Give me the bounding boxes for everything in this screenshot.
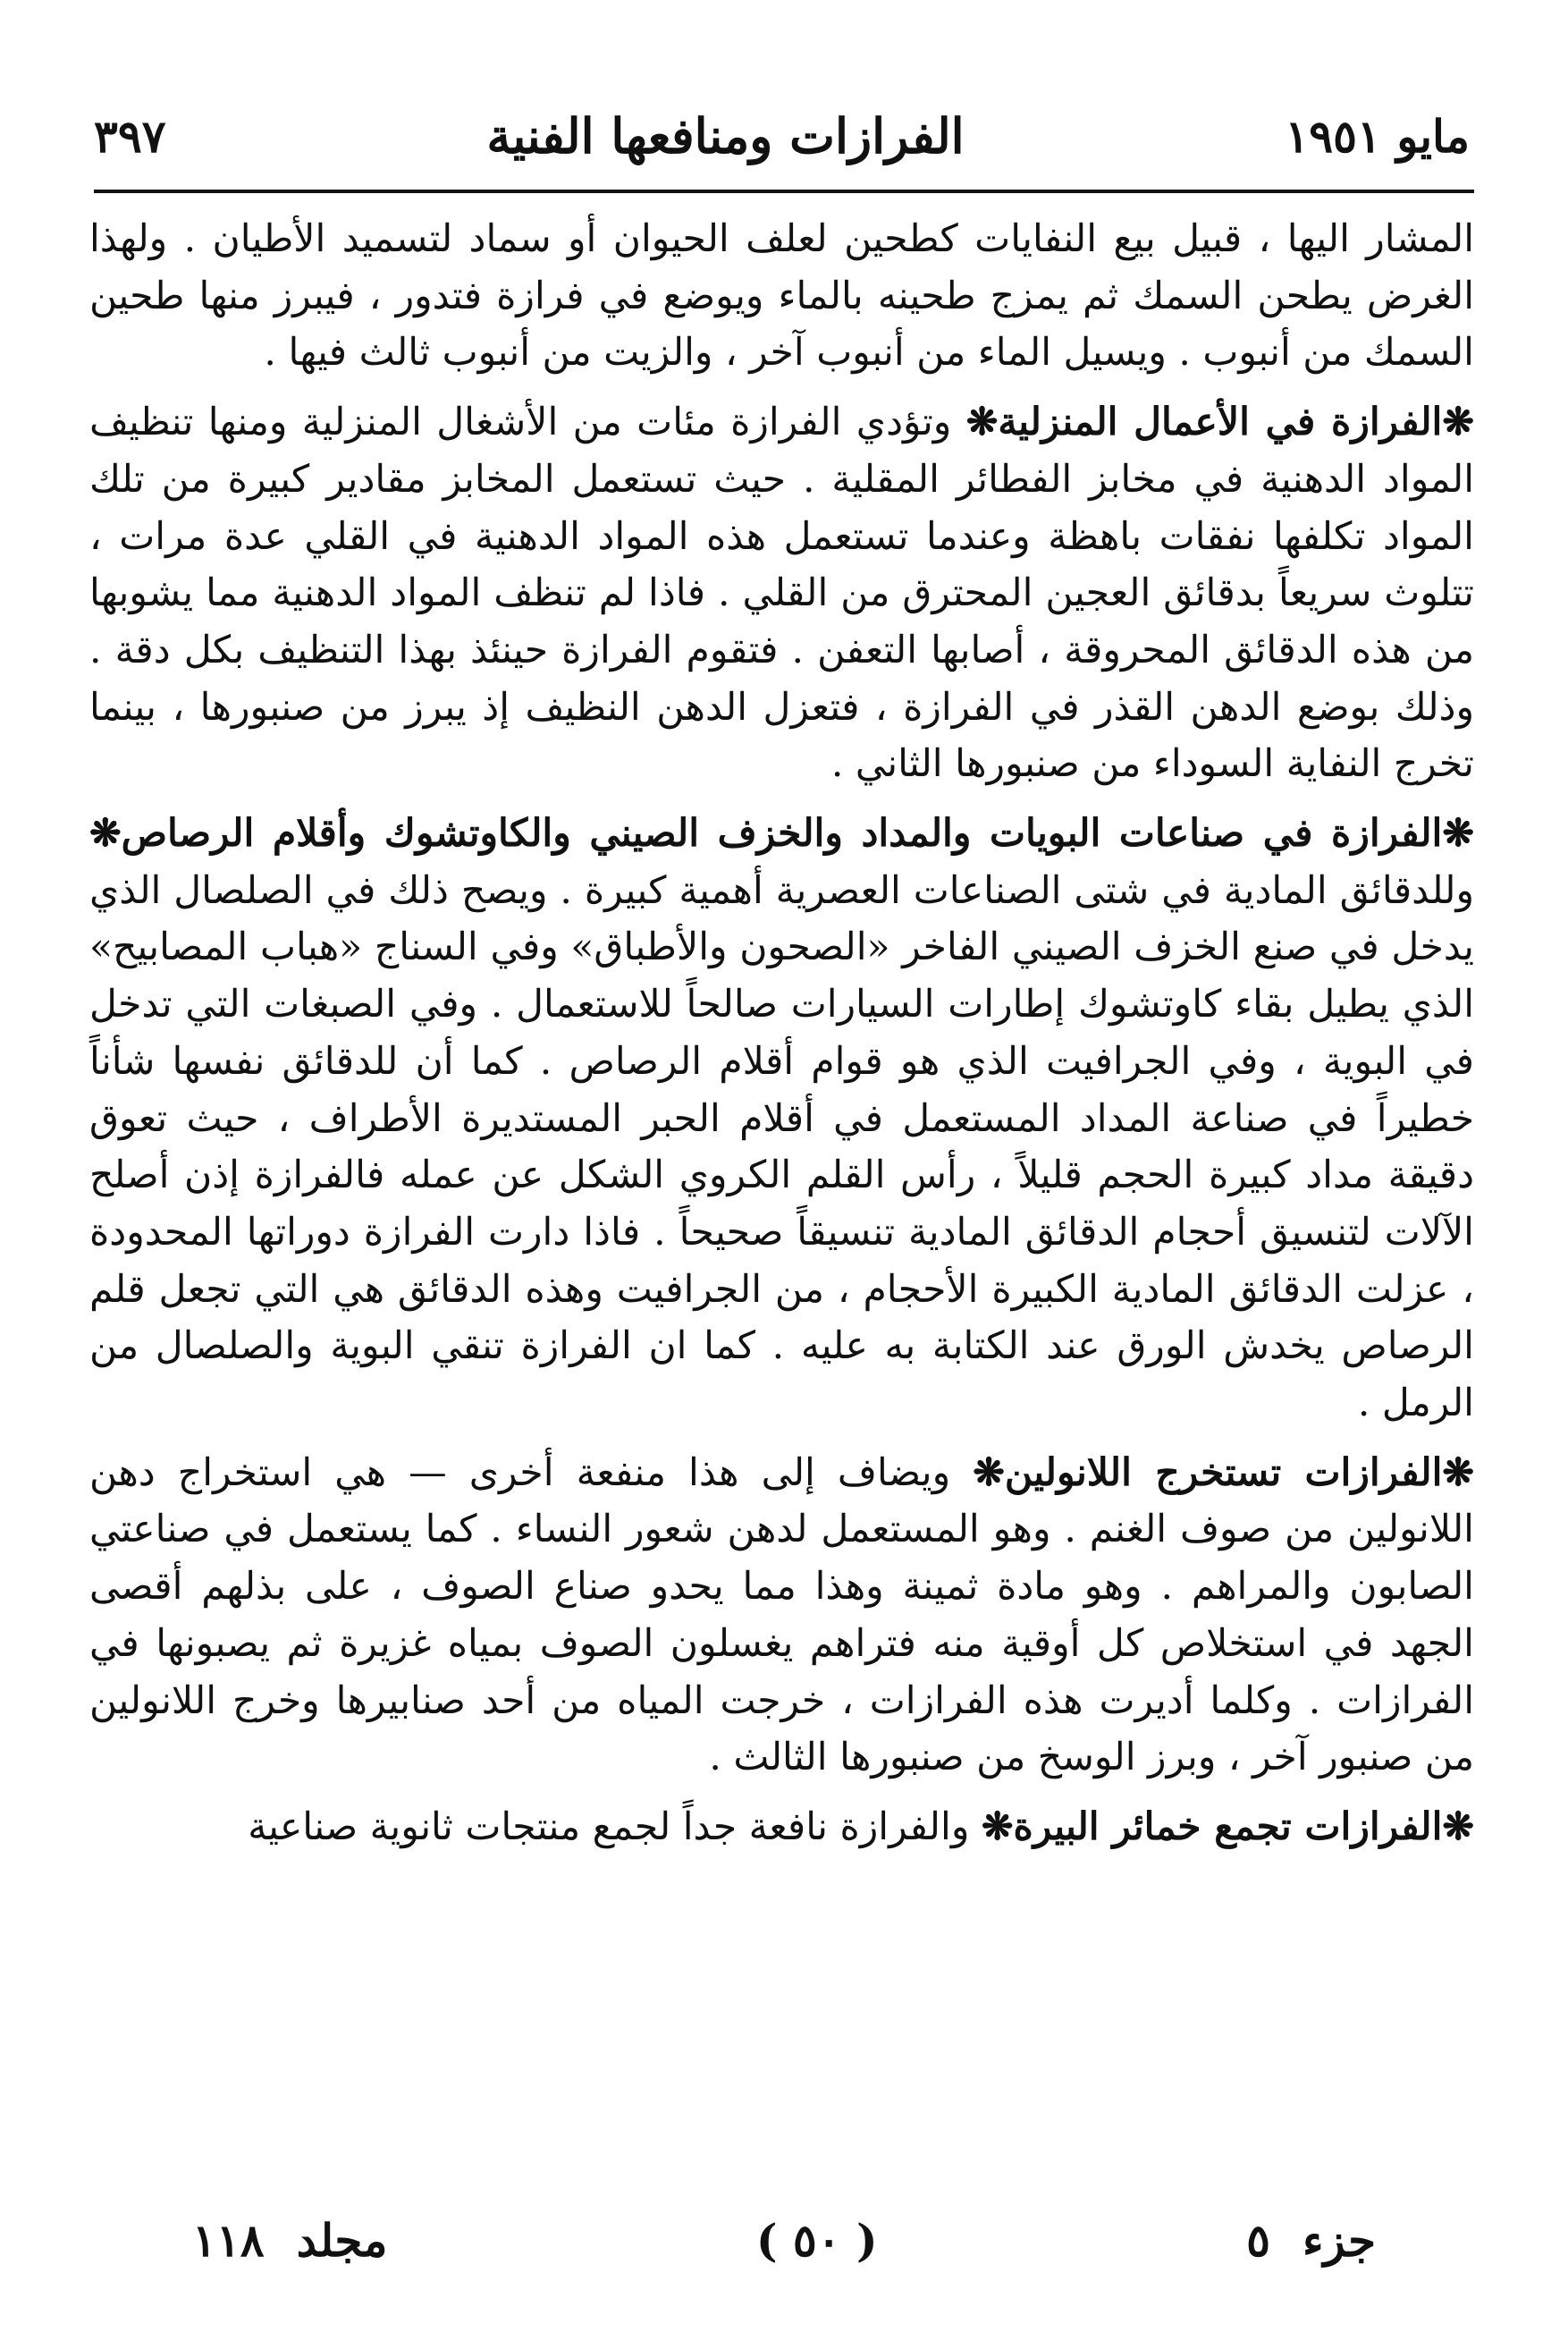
heading-ornament-open: ❋ [1442,400,1474,445]
paragraph-1 [89,211,1474,382]
heading-ornament-close: ❋ [89,811,122,857]
page-in-part: ( ٥٠ ) [755,2213,878,2267]
paragraph-text: وللدقائق المادية في شتى الصناعات العصرية أهمية كبيرة . ويصح ذلك في الصلصال الذي يدخل في صنع الخزف الصيني الفاخر «الصحون والأطباق» وفي السناج «هباب المصابيح» الذي يطيل بقاء كاوتشوك إطارات السيارات صالحاً للاستعمال . وفي الصبغات التي تدخل في البوية ، وفي الجرافيت الذي هو قوام أقلام الرصاص . كما أن للدقائق نفسها شأناً خطيراً في صناعة المداد المستعمل في أقلام الحبر المستديرة الأطراف ، حيث تعوق دقيقة مداد كبيرة الحجم قليلاً ، رأس القلم الكروي الشكل عن عمله فالفرازة إذن أصلح الآلات لتنسيق أحجام الدقائق المادية تنسيقاً صحيحاً . فاذا دارت الفرازة دوراتها المحدودة ، عزلت الدقائق المادية الكبيرة الأحجام ، من الجرافيت وهذه الدقائق هي التي تجعل قلم الرصاص يخدش الورق عند الكتابة به عليه . كما ان الفرازة تنقي البوية والصلصال من الرمل . [89,868,1474,1426]
volume-signature [192,2214,387,2267]
heading-ornament-open: ❋ [1442,1804,1474,1849]
page-number: ٣٩٧ [94,109,166,163]
volume-label: مجلد [296,2213,388,2267]
heading-ornament-open: ❋ [1442,811,1474,857]
paragraph-5 [89,1799,1474,1856]
heading-ornament-open: ❋ [1442,1449,1475,1495]
page-footer [192,2204,1376,2276]
paragraph-text: المشار اليها ، قبيل بيع النفايات كطحين لعلف الحيوان أو سماد لتسميد الأطيان . ولهذا الغرض يطحن السمك ثم يمزج طحينه بالماء ويوضع في فرازة فتدور ، فيبرز منها طحين السمك من أنبوب . ويسيل الماء من أنبوب آخر ، والزيت من أنبوب ثالث فيها . [89,217,1474,376]
article-body [89,211,1474,1856]
heading-ornament-close: ❋ [981,1804,1014,1849]
section-heading-household: الفرازة في الأعمال المنزلية [998,400,1443,445]
section-heading-industries: الفرازة في صناعات البويات والمداد والخزف الصيني والكاوتشوك وأقلام الرصاص [121,811,1443,857]
header-rule [94,190,1474,193]
heading-ornament-close: ❋ [965,400,999,445]
section-heading-yeast: الفرازات تجمع خمائر البيرة [1013,1804,1443,1849]
paragraph-text: وتؤدي الفرازة مئات من الأشغال المنزلية ومنها تنظيف المواد الدهنية في مخابز الفطائر المقلية . حيث تستعمل المخابز مقادير كبيرة من تلك المواد تكلفها نفقات باهظة وعندما تستعمل هذه المواد الدهنية في القلي عدة مرات ، تتلوث سريعاً بدقائق العجين المحترق من القلي . فاذا لم تنظف المواد الدهنية مما يشوبها من هذه الدقائق المحروقة ، أصابها التعفن . فتقوم الفرازة حينئذ بهذا التنظيف بكل دقة . وذلك بوضع الدهن القذر في الفرازة ، فتعزل الدهن النظيف إذ يبرز من صنبورها ، بينما تخرج النفاية السوداء من صنبورها الثاني . [89,401,1474,787]
part-signature [1246,2214,1376,2267]
section-heading-lanolin: الفرازات تستخرج اللانولين [1004,1449,1443,1495]
heading-ornament-close: ❋ [973,1449,1005,1495]
paragraph-4 [89,1445,1474,1787]
page-title: الفرازات ومنافعها الفنية [486,107,965,165]
part-label: جزء [1302,2213,1376,2267]
part-number: ٥ [1246,2213,1270,2267]
issue-date: مايو ١٩٥١ [1285,109,1470,163]
paragraph-3 [89,806,1474,1432]
paragraph-text: ويضاف إلى هذا منفعة أخرى — هي استخراج دهن اللانولين من صوف الغنم . وهو المستعمل لدهن شعور النساء . كما يستعمل في صناعتي الصابون والمراهم . وهو مادة ثمينة وهذا مما يحدو صناع الصوف ، على بذلهم أقصى الجهد في استخلاص كل أوقية منه فتراهم يغسلون الصوف بمياه غزيرة ثم يصبونها في الفرازات . وكلما أديرت هذه الفرازات ، خرجت المياه من أحد صنابيرها وخرج اللانولين من صنبور آخر ، وبرز الوسخ من صنبورها الثالث . [89,1450,1474,1780]
paragraph-2 [89,394,1474,793]
running-header [94,100,1470,172]
volume-number: ١١٨ [192,2213,265,2267]
paragraph-text: والفرازة نافعة جداً لجمع منتجات ثانوية صناعية [248,1804,970,1849]
